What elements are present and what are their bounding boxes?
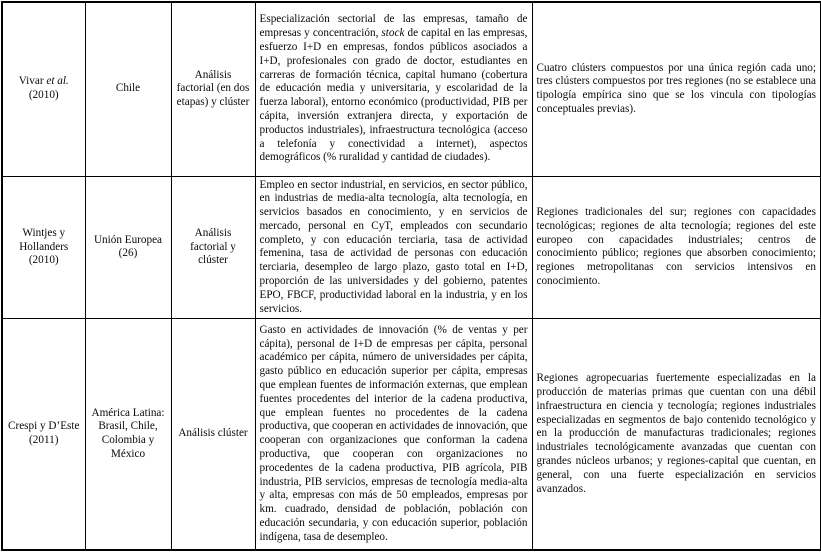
- variables-text-italic: stock: [381, 27, 405, 40]
- region-label: Chile: [115, 82, 141, 95]
- variables-text: Gasto en actividades de innovación (% de ventas y per cápita), personal de I+D de empresas per cápita, personal académico per cápita, número de universidades per cápita, gasto público en educación superior per cápita, empresas que emplean fuentes de información externas, que emplean fuentes procedentes del interior de la cadena productiva, que emplean fuentes no procedentes de la cadena productiva, que cooperan en actividades de innovación, que cooperan con organizaciones que conforman la cadena productiva, que cooperan con organizaciones no procedentes de la cadena productiva, PIB agrícola, PIB industria, PIB servicios, empresas de tecnología media-alta y alta, empresas con más de 50 empleados, empresas por km. cuadrado, densidad de población, población con educación secundaria, y con educación superior, población indígena, tasa de desempleo.: [259, 323, 528, 543]
- author-etal: et al.: [46, 75, 69, 88]
- variables-cell: [255, 176, 532, 319]
- table-row-crespi: [2, 319, 821, 550]
- studies-comparison-table: [1, 1, 821, 551]
- results-text: Regiones agropecuarias fuertemente especializadas en la producción de materias primas que cuentan con una débil infraestructura en ciencia y tecnología; regiones industriales especializadas en segmentos de bajo contenido tecnológico y en la producción de manufacturas tradicionales; regiones industriales tecnológicamente avanzadas que cuentan con grandes núcleos urbanos; y regiones-capital que cuentan, en general, con una fuerte especialización en servicios avanzados.: [536, 372, 816, 495]
- table-row-vivar: [2, 2, 821, 176]
- results-text: Cuatro clústers compuestos por una única región cada uno; tres clústers compuestos por tres regiones (no se establece una tipología empírica sino que se los vincula con tipologías conceptuales previas).: [536, 61, 816, 116]
- author-name: Wintjes y Hollanders: [19, 226, 69, 253]
- author-name: Crespi y D’Este: [8, 420, 80, 433]
- variables-text-post: de capital en las empresas, esfuerzo I+D en empresas, fondos públicos asociados a I+D, profesionales con grado de doctor, estudiantes en carreras de formación técnica, capital humano (cobertura de educación media y universitaria, y escolaridad de la fuerza laboral), entorno económico (productividad, PIB per cápita, inversión extranjera directa, y exportación de productos industriales), infraestructura tecnológica (acceso a telefonía y conectividad a internet), aspectos demográficos (% ruralidad y cantidad de ciudades).: [259, 27, 528, 164]
- method-cell: [171, 2, 255, 176]
- variables-cell: [255, 2, 532, 176]
- variables-text: Empleo en sector industrial, en servicios, en sector público, en industrias de media-alta tecnología, alta tecnología, en servicios basados en conocimiento, y en servicios de mercado, personal en CyT, empleados con secundario completo, y con educación terciaria, tasa de actividad femenina, tasa de actividad de personas con educación terciaria, desempleo de largo plazo, gasto total en I+D, proporción de las universidades y del gobierno, patentes EPO, FBCF, productividad laboral en la industria, y en los servicios.: [259, 178, 528, 315]
- method-label: Análisis factorial (en dos etapas) y clúster: [176, 68, 250, 109]
- author-cell: [2, 319, 85, 550]
- author-year: (2010): [28, 254, 59, 267]
- results-cell: [532, 319, 821, 550]
- method-cell: [171, 176, 255, 319]
- region-cell: [85, 176, 171, 319]
- region-label: América Latina: Brasil, Chile, Colombia y México: [91, 406, 165, 461]
- region-cell: [85, 319, 171, 550]
- author-cell: [2, 2, 85, 176]
- results-cell: [532, 176, 821, 319]
- author-name: Vivar: [18, 75, 44, 88]
- method-label: Análisis factorial y clúster: [190, 226, 236, 267]
- region-label: Unión Europea (26): [93, 233, 163, 260]
- author-cell: [2, 176, 85, 319]
- variables-cell: [255, 319, 532, 550]
- method-label: Análisis clúster: [178, 427, 248, 440]
- table-row-wintjes: [2, 176, 821, 319]
- method-cell: [171, 319, 255, 550]
- author-year: (2011): [29, 434, 59, 447]
- region-cell: [85, 2, 171, 176]
- results-cell: [532, 2, 821, 176]
- results-text: Regiones tradicionales del sur; regiones con capacidades tecnológicas; regiones de alta tecnología; regiones del este europeo con capacidades industriales; centros de conocimiento público; regiones que absorben conocimiento; regiones metropolitanas con servicios intensivos en conocimiento.: [536, 206, 816, 288]
- author-year: (2010): [28, 89, 59, 102]
- variables-text-pre: Especialización sectorial de las empresas, tamaño de empresas y concentración,: [259, 13, 528, 40]
